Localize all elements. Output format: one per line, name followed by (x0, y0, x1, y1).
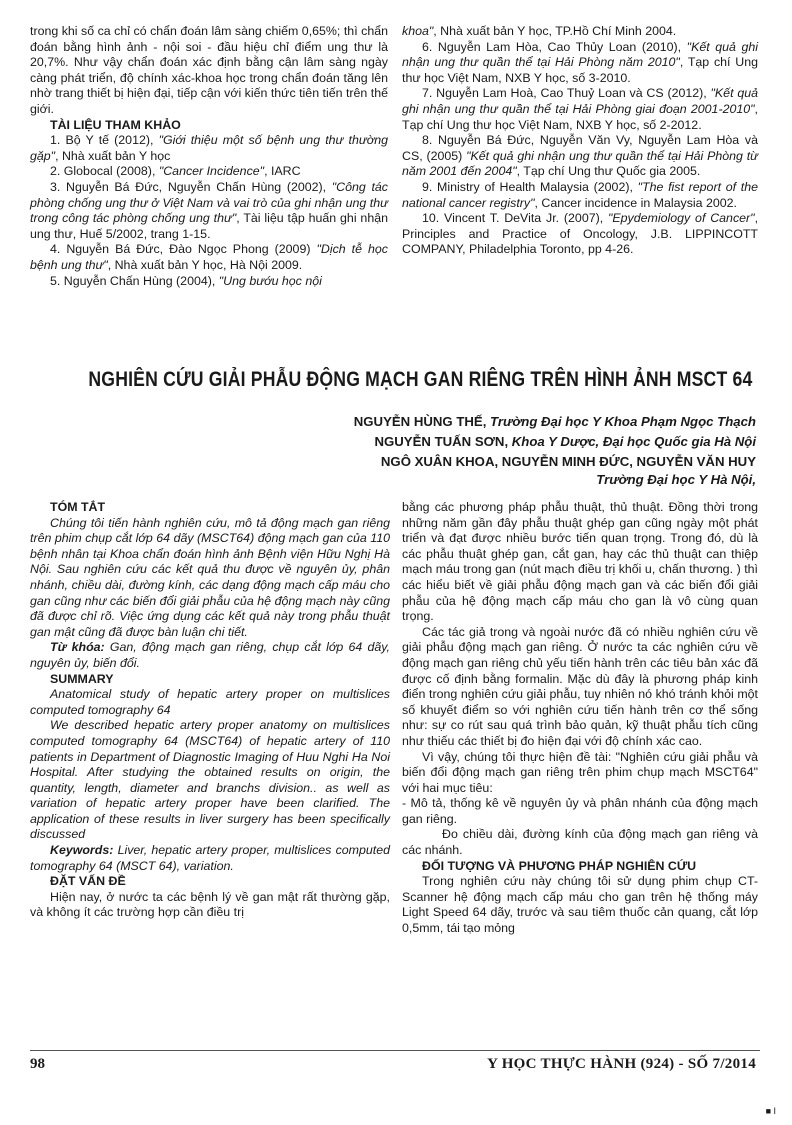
footer-rule (30, 1050, 760, 1051)
references-heading: TÀI LIỆU THAM KHẢO (50, 117, 181, 132)
article-title: NGHIÊN CỨU GIẢI PHẪU ĐỘNG MẠCH GAN RIÊNG TRÊN HÌNH ẢNH MSCT 64 (88, 368, 753, 391)
article-right-column (402, 500, 758, 937)
reference-9: 9. Ministry of Health Malaysia (2002), "The fist report of the national cancer registry", Cancer incidence in Malaysia 2002. (402, 179, 759, 210)
previous-article-conclusion: trong khi số ca chỉ có chẩn đoán lâm sàng chiếm 0,65%; thì chẩn đoán bằng hình ảnh - nội soi - đầu hiệu chỉ điểm ung thư là 20,7%. Như vậy chẩn đoán xác định bằng cận lâm sàng ngày càng phát triển, độ chính xác-khoa học trong chẩn đoán tăng lên nhờ trang thiết bị hiện đại, tiếp cận với kiến thức tiên tiến trên thế giới. (30, 24, 388, 116)
summary-title: Anatomical study of hepatic artery proper on multislices computed tomography 64 (30, 687, 390, 717)
introduction-continued: bằng các phương pháp phẫu thuật, thủ thuật. Đồng thời trong những năm gần đây phẫu thuật ghép gan cũng ngày một phát triển và đạt được nhiều bước tiến quan trọng. Trong đó, dù là các phẫu thuật ghép gan, cắt gan, hay các thủ thuật can thiệp mạch máu trong gan (nút mạch điều trị khối u, chấn thương. ) thì các hiểu biết về giải phẫu động mạch gan và các biến đổi giải phẫu của hệ động mạch cấp máu cho gan là vô cùng quan trọng. (402, 500, 758, 624)
author-line-2: NGUYỄN TUẤN SƠN, Khoa Y Dược, Đại học Quốc gia Hà Nội (374, 434, 756, 449)
reference-1: 1. Bộ Y tế (2012), "Giới thiệu một số bệnh ung thư thường gặp", Nhà xuất bản Y học (30, 133, 388, 163)
keywords-en: Keywords: Liver, hepatic artery proper, multislices computed tomography 64 (MSCT 64), variation. (30, 843, 390, 873)
reference-3: 3. Nguyễn Bá Đức, Nguyễn Chấn Hùng (2002), "Công tác phòng chống ung thư ở Việt Nam và vai trò của ghi nhận ung thư trong công tác phòng chống ung thư", Tài liệu tập huấn ghi nhận ung thư, Huế 5/2002, trang 1-15. (30, 179, 388, 241)
reference-2: 2. Globocal (2008), "Cancer Incidence", IARC (50, 164, 301, 179)
objective-2: Đo chiều dài, đường kính của động mạch gan riêng và các nhánh. (402, 827, 758, 858)
introduction-text: Hiện nay, ở nước ta các bệnh lý về gan mật rất thường gặp, và không ít các trường hợp cần điều trị (30, 889, 390, 920)
reference-5: 5. Nguyễn Chấn Hùng (2004), "Ung bướu học nội (50, 273, 322, 288)
summary-text: We described hepatic artery proper anatomy on multislices computed tomography 64 (MSCT64) of hepatic artery of 110 patients in Department of Diagnostic Imaging of Huu Nghi Ha Noi Hospital. After studying the obtained results on origin, the quantity, length, diameter and branchs division.. as well as variation of hepatic artery proper have been clarified. The application of these results in liver surgery has been specifically discussed (30, 718, 390, 842)
summary-heading: SUMMARY (50, 671, 114, 686)
reference-7: 7. Nguyễn Lam Hoà, Cao Thuỷ Loan và CS (2012), "Kết quả ghi nhận ung thư quần thể tại Hải Phòng giai đoạn 2001-2010", Tạp chí Ung thư học Việt Nam, NXB Y học, số 2-2012. (402, 86, 758, 132)
methods-heading: ĐỐI TƯỢNG VÀ PHƯƠNG PHÁP NGHIÊN CỨU (422, 858, 697, 873)
author-affiliation-3: Trường Đại học Y Hà Nội, (596, 472, 756, 487)
reference-6: 6. Nguyễn Lam Hòa, Cao Thủy Loan (2010), "Kết quả ghi nhận ung thư quần thể tại Hải Phòng năm 2010", Tạp chí Ung thư học Việt Nam, NXB Y học, số 3-2010. (402, 39, 758, 85)
keywords-vn: Từ khóa: Gan, động mạch gan riêng, chụp cắt lớp 64 dãy, nguyên ủy, biến đổi. (30, 640, 390, 670)
introduction-paragraph-3: Vì vậy, chúng tôi thực hiện đề tài: "Nghiên cứu giải phẫu và biến đổi động mạch gan riêng trên phim chụp mạch MSCT64" với hai mục tiêu: (402, 749, 758, 795)
previous-article-left-column (30, 24, 388, 289)
previous-article-right-column (402, 24, 758, 258)
reference-4: 4. Nguyễn Bá Đức, Đào Ngọc Phong (2009) "Dịch tễ học bệnh ung thư", Nhà xuất bản Y học, Hà Nội 2009. (30, 242, 389, 272)
objective-1: - Mô tả, thống kê về nguyên ủy và phân nhánh của động mạch gan riêng. (402, 796, 758, 826)
reference-8: 8. Nguyễn Bá Đức, Nguyễn Văn Vy, Nguyễn Lam Hòa và CS, (2005) "Kết quả ghi nhận ung thư quần thể tại Hải Phòng từ năm 2001 đến 2004", Tạp chí Ung thư Quốc gia 2005. (402, 133, 758, 179)
introduction-paragraph-2: Các tác giả trong và ngoài nước đã có nhiều nghiên cứu về giải phẫu động mạch gan riêng. Ở nước ta các nghiên cứu về động mạch gan riêng chủ yếu tiến hành trên các tiêu bản xác đã được cố định bằng formalin. Mặc dù đây là phương pháp kinh điển trong nghiên cứu giải phẫu, tuy nhiên nó khó tránh khỏi một số khuyết điểm so với nghiên cứu tiến hành trên cơ thể sống như: sự co rút sau quá trình bảo quản, kỹ thuật phẫu tích cũng như thiếu các thiết bị đo hiện đại với độ chính xác cao. (402, 624, 758, 748)
journal-name: Y HỌC THỰC HÀNH (924) - SỐ 7/2014 (487, 1056, 756, 1072)
methods-text: Trong nghiên cứu này chúng tôi sử dụng phim chụp CT-Scanner hệ động mạch cấp máu cho gan trên hệ thống máy Light Speed 64 dãy, trước và sau tiêm thuốc cản quang, cắt lớp 0,5mm, tái tạo mỏng (402, 874, 758, 936)
introduction-heading: ĐẶT VẤN ĐỀ (50, 874, 126, 889)
page-number: 98 (30, 1056, 45, 1072)
reference-5-continued: khoa", Nhà xuất bản Y học, TP.Hồ Chí Minh 2004. (402, 24, 677, 38)
abstract-heading: TÓM TẮT (50, 500, 106, 514)
abstract-text: Chúng tôi tiến hành nghiên cứu, mô tả động mạch gan riêng trên phim chụp cắt lớp 64 dãy (MSCT64) động mạch gan của 110 bệnh nhân tại Khoa chẩn đoán hình ảnh Bệnh viện Hữu Nghị Hà Nội. Sau nghiên cứu các kết quả thu được về nguyên ủy, phân nhánh, chiều dài, đường kính, các dạng động mạch cấp máu cho gan cũng như các biến đổi giải phẫu của hệ động mạch này cũng đã được chỉ rõ. Việc ứng dụng các kết quả này trong phẫu thuật gan mật cũng đã được bàn luận chi tiết. (30, 515, 390, 639)
reference-10: 10. Vincent T. DeVita Jr. (2007), "Epydemiology of Cancer", Principles and Practice of Oncology, J.B. LIPPINCOTT COMPANY, Philadelphia Toronto, pp 4-26. (402, 211, 759, 257)
author-line-1: NGUYỄN HÙNG THẾ, Trường Đại học Y Khoa Phạm Ngọc Thạch (353, 414, 756, 429)
author-line-3: NGÔ XUÂN KHOA, NGUYỄN MINH ĐỨC, NGUYỄN VĂN HUY (380, 454, 756, 469)
article-left-column (30, 500, 390, 921)
scan-mark: ■ I (765, 1106, 776, 1116)
